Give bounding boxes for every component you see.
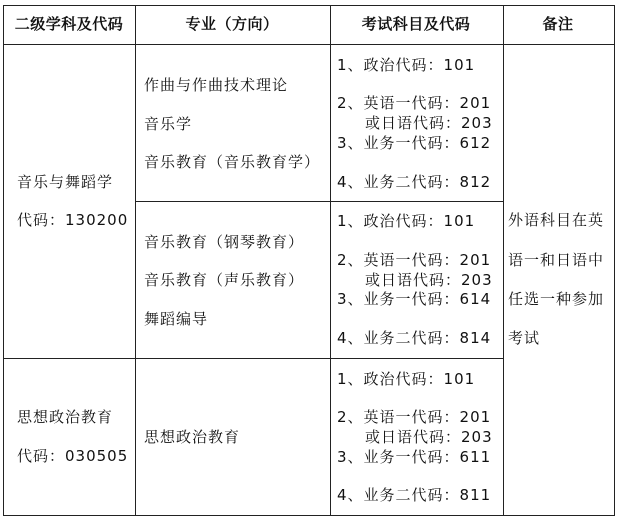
exam-japanese: 或日语代码：203 [365,271,493,289]
border-top [3,5,615,6]
exam-business-2: 4、业务二代码：811 [337,486,492,504]
header-exam: 考试科目及代码 [361,15,471,33]
border-left [3,5,4,516]
border-col3 [503,5,504,516]
exam-politics: 1、政治代码：101 [337,370,476,388]
major-name: 音乐教育（音乐教育学） [144,153,321,171]
note-line: 语一和日语中 [508,251,605,269]
header-major: 专业（方向） [185,15,279,33]
note-line: 考试 [508,329,541,347]
exam-japanese: 或日语代码：203 [365,428,493,446]
header-subject: 二级学科及代码 [14,15,124,33]
major-name: 作曲与作曲技术理论 [144,76,289,94]
exam-english: 2、英语一代码：201 [337,94,492,112]
header-note: 备注 [542,15,574,33]
exam-japanese: 或日语代码：203 [365,114,493,132]
border-col2 [330,5,331,516]
border-row-divider [3,358,503,359]
note-line: 任选一种参加 [508,290,605,308]
major-name: 舞蹈编导 [144,310,209,328]
major-name: 思想政治教育 [144,428,241,446]
subject-code: 代码：030505 [17,447,129,465]
exam-english: 2、英语一代码：201 [337,408,492,426]
border-bottom [3,515,615,516]
subject-name: 思想政治教育 [17,408,114,426]
border-col1 [135,5,136,516]
exam-business-1: 3、业务一代码：614 [337,290,492,308]
exam-politics: 1、政治代码：101 [337,212,476,230]
border-header-bottom [3,44,615,45]
exam-politics: 1、政治代码：101 [337,56,476,74]
exam-business-2: 4、业务二代码：812 [337,173,492,191]
subject-code: 代码：130200 [17,211,129,229]
note-line: 外语科目在英 [508,211,605,229]
exam-english: 2、英语一代码：201 [337,251,492,269]
exam-business-2: 4、业务二代码：814 [337,329,492,347]
border-row1-split [135,201,503,202]
exam-business-1: 3、业务一代码：611 [337,448,492,466]
major-name: 音乐学 [144,115,193,133]
major-name: 音乐教育（声乐教育） [144,271,305,289]
subject-name: 音乐与舞蹈学 [17,173,114,191]
border-right [614,5,615,516]
exam-business-1: 3、业务一代码：612 [337,134,492,152]
major-name: 音乐教育（钢琴教育） [144,233,305,251]
